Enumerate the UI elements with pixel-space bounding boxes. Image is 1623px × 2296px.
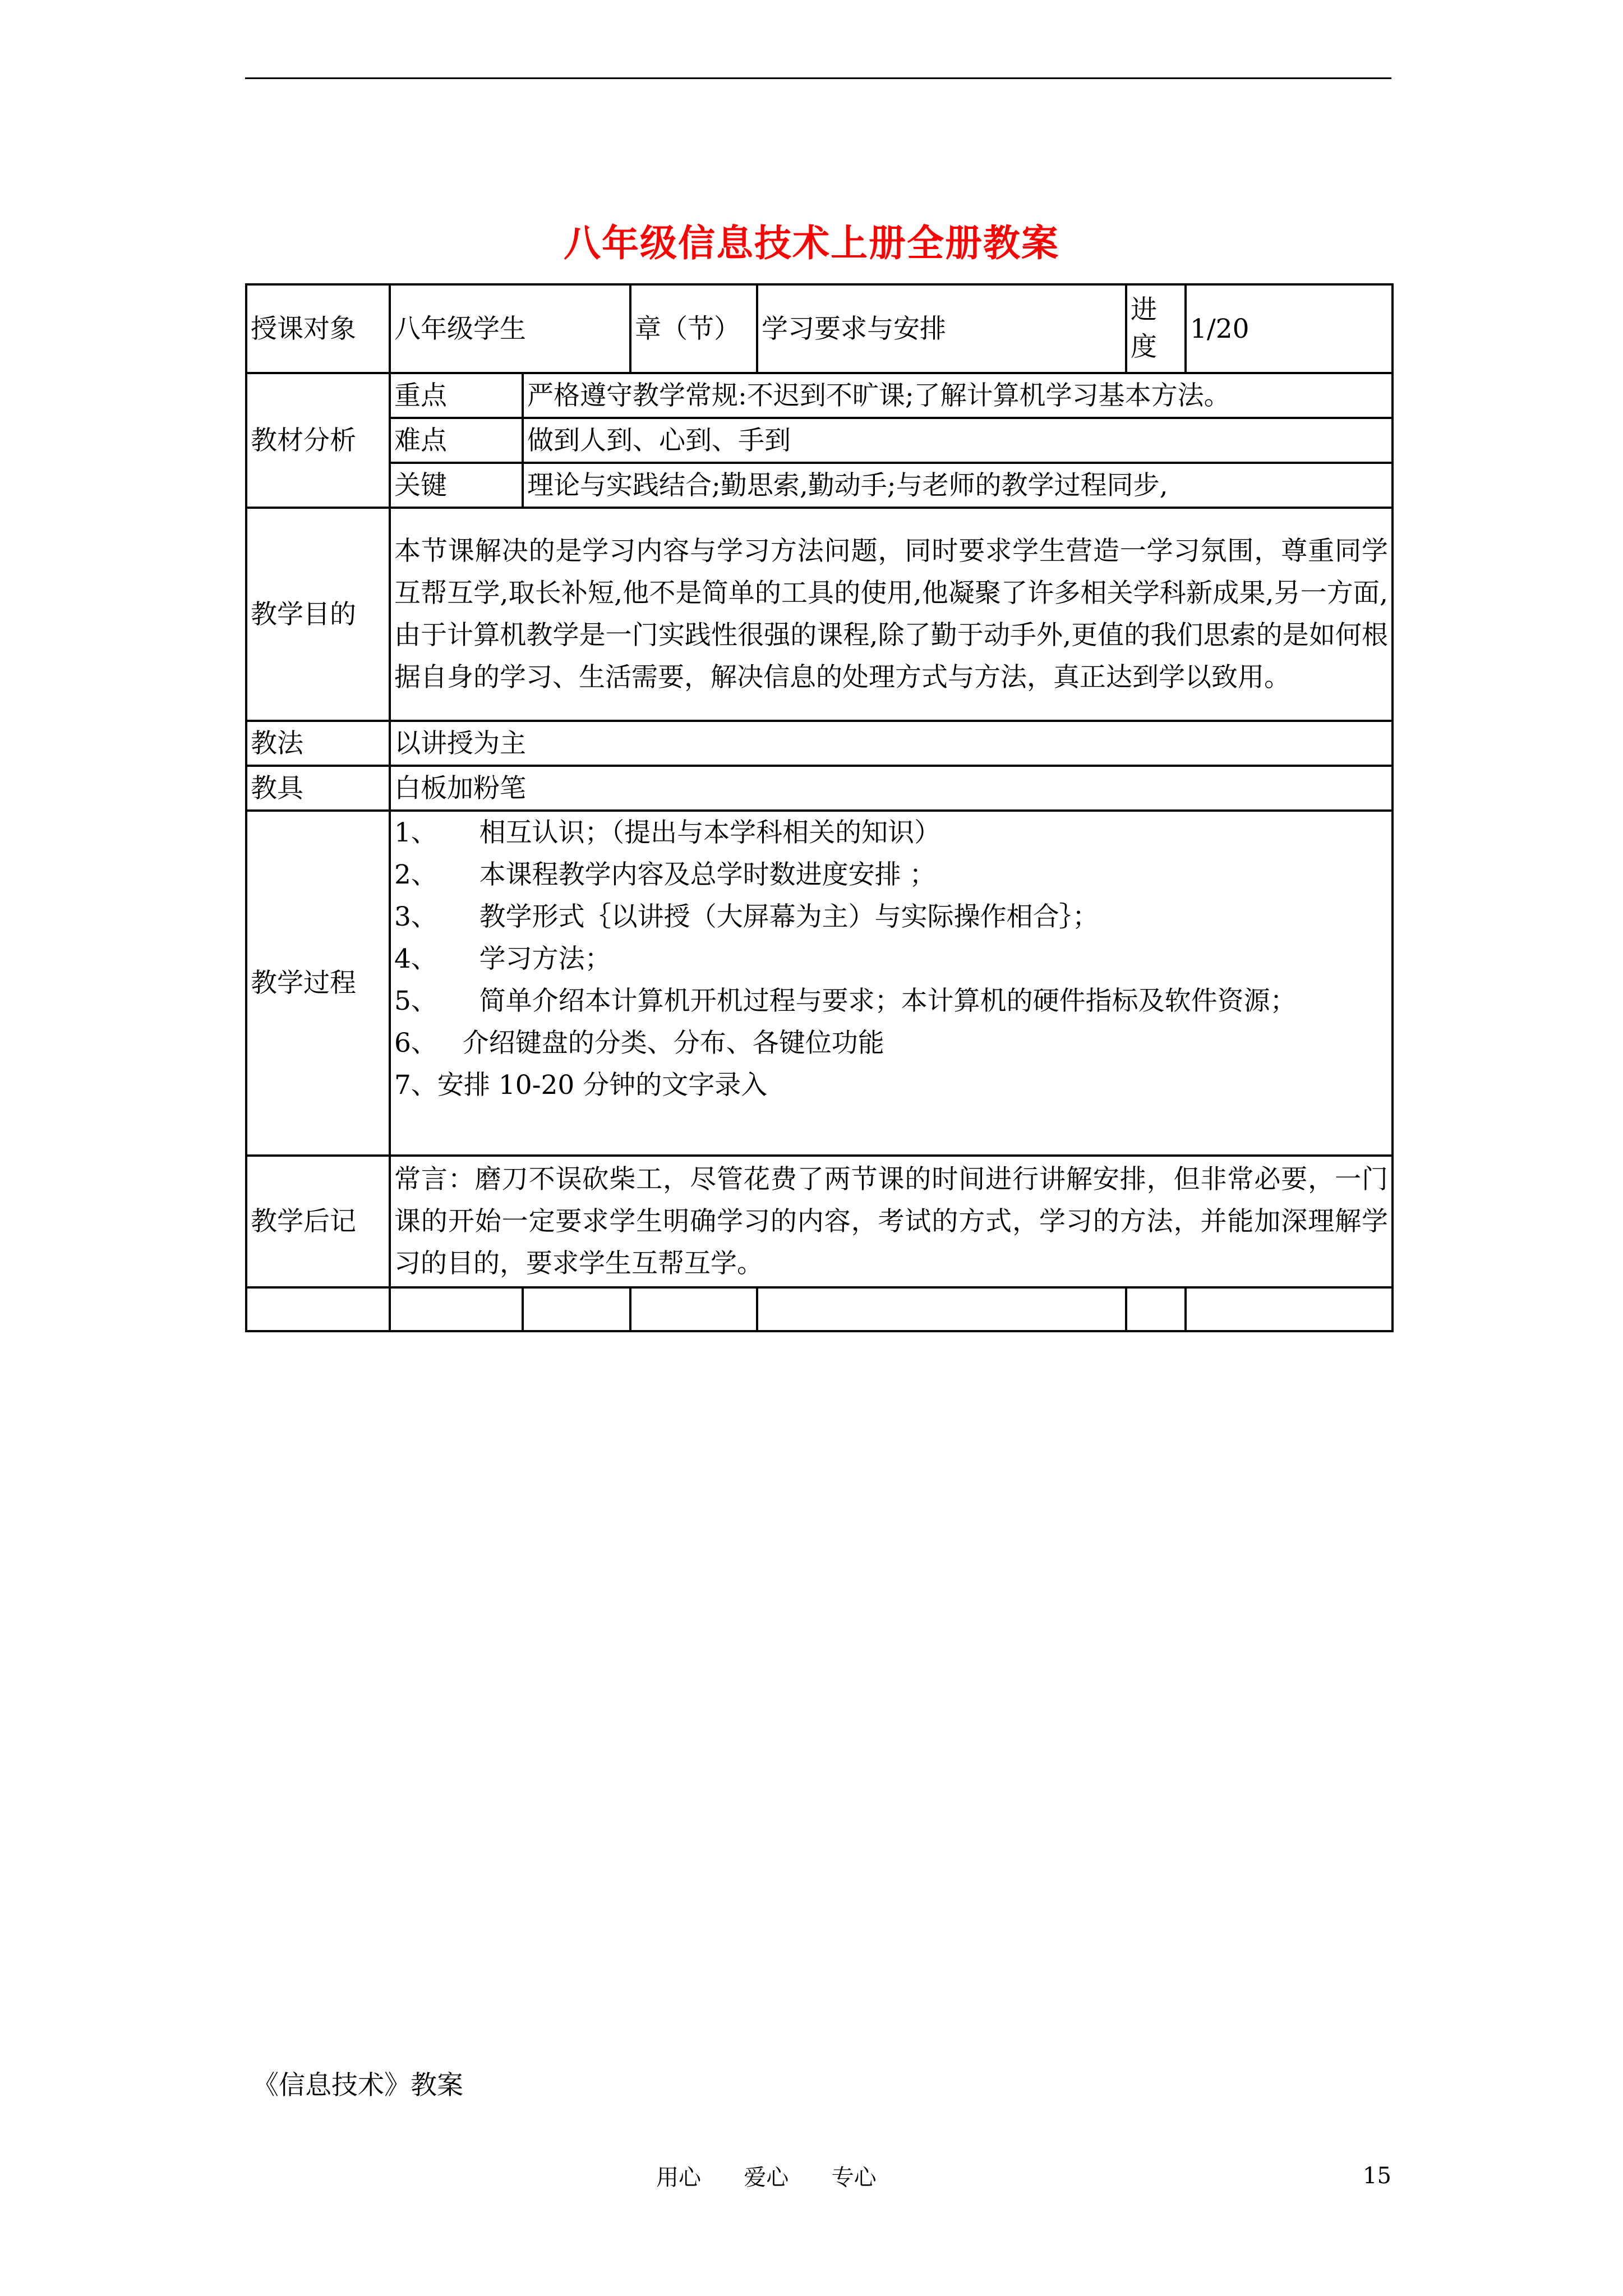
table-row-goal bbox=[246, 508, 1393, 721]
label-progress-line-2: 度 bbox=[1131, 332, 1157, 362]
label-key: 关键 bbox=[390, 463, 523, 508]
process-step-7: 7、安排 10-20 分钟的文字录入 bbox=[394, 1070, 768, 1101]
label-process: 教学过程 bbox=[246, 811, 390, 1156]
label-tools: 教具 bbox=[246, 766, 390, 811]
table-row-difficulty bbox=[246, 418, 1393, 463]
empty-cell bbox=[757, 1287, 1126, 1331]
value-tools: 白板加粉笔 bbox=[390, 766, 1393, 811]
value-difficulty: 做到人到、心到、手到 bbox=[523, 418, 1393, 463]
empty-cell bbox=[1186, 1287, 1393, 1331]
process-step-4: 4、 学习方法； bbox=[394, 944, 611, 974]
table-row-empty bbox=[246, 1287, 1393, 1331]
value-goal: 本节课解决的是学习内容与学习方法问题，同时要求学生营造一学习氛围，尊重同学互帮互学,取长补短,他不是简单的工具的使用,他凝聚了许多相关学科新成果,另一方面,由于计算机教学是一门实践性很强的课程,除了勤于动手外,更值的我们思索的是如何根据自身的学习、生活需要，解决信息的处理方式与方法，真正达到学以致用。 bbox=[390, 508, 1393, 721]
empty-cell bbox=[1126, 1287, 1186, 1331]
value-reflection: 常言：磨刀不误砍柴工，尽管花费了两节课的时间进行讲解安排，但非常必要，一门课的开始一定要求学生明确学习的内容，考试的方式，学习的方法，并能加深理解学习的目的，要求学生互帮互学。 bbox=[390, 1156, 1393, 1287]
value-key: 理论与实践结合;勤思索,勤动手;与老师的教学过程同步, bbox=[523, 463, 1393, 508]
value-key-point: 严格遵守教学常规:不迟到不旷课;了解计算机学习基本方法。 bbox=[523, 373, 1393, 418]
empty-cell bbox=[630, 1287, 757, 1331]
label-key-point: 重点 bbox=[390, 373, 523, 418]
document-title: 八年级信息技术上册全册教案 bbox=[564, 221, 1059, 265]
value-target: 八年级学生 bbox=[390, 284, 630, 373]
process-step-6: 6、 介绍键盘的分类、分布、各键位功能 bbox=[394, 1028, 884, 1059]
table-row-key bbox=[246, 463, 1393, 508]
label-reflection: 教学后记 bbox=[246, 1156, 390, 1287]
process-step-3: 3、 教学形式｛以讲授（大屏幕为主）与实际操作相合｝； bbox=[394, 901, 1099, 932]
lesson-plan-table bbox=[245, 283, 1394, 1332]
label-method: 教法 bbox=[246, 721, 390, 766]
footer-motto: 用心 爱心 专心 bbox=[656, 2165, 877, 2191]
table-row-tools bbox=[246, 766, 1393, 811]
value-progress: 1/20 bbox=[1186, 284, 1393, 373]
empty-cell bbox=[523, 1287, 630, 1331]
page-number: 15 bbox=[1363, 2163, 1391, 2189]
label-goal: 教学目的 bbox=[246, 508, 390, 721]
table-row-key-point bbox=[246, 373, 1393, 418]
label-target: 授课对象 bbox=[246, 284, 390, 373]
label-analysis: 教材分析 bbox=[246, 373, 390, 508]
label-chapter: 章（节） bbox=[630, 284, 757, 373]
value-method: 以讲授为主 bbox=[390, 721, 1393, 766]
table-row-reflection bbox=[246, 1156, 1393, 1287]
header-rule bbox=[245, 77, 1391, 79]
process-step-2: 2、 本课程教学内容及总学时数进度安排 ； bbox=[394, 859, 936, 890]
label-difficulty: 难点 bbox=[390, 418, 523, 463]
empty-cell bbox=[390, 1287, 523, 1331]
value-process bbox=[390, 811, 1393, 1156]
process-step-5: 5、 简单介绍本计算机开机过程与要求；本计算机的硬件指标及软件资源； bbox=[394, 986, 1297, 1016]
process-step-1: 1、 相互认识；（提出与本学科相关的知识） bbox=[394, 817, 941, 848]
label-progress-line-1: 进 bbox=[1131, 295, 1157, 325]
empty-cell bbox=[246, 1287, 390, 1331]
footer-note: 《信息技术》教案 bbox=[252, 2070, 463, 2101]
table-row-header bbox=[246, 284, 1393, 373]
table-row-method bbox=[246, 721, 1393, 766]
value-chapter: 学习要求与安排 bbox=[757, 284, 1126, 373]
label-progress bbox=[1126, 284, 1186, 373]
table-row-process bbox=[246, 811, 1393, 1156]
